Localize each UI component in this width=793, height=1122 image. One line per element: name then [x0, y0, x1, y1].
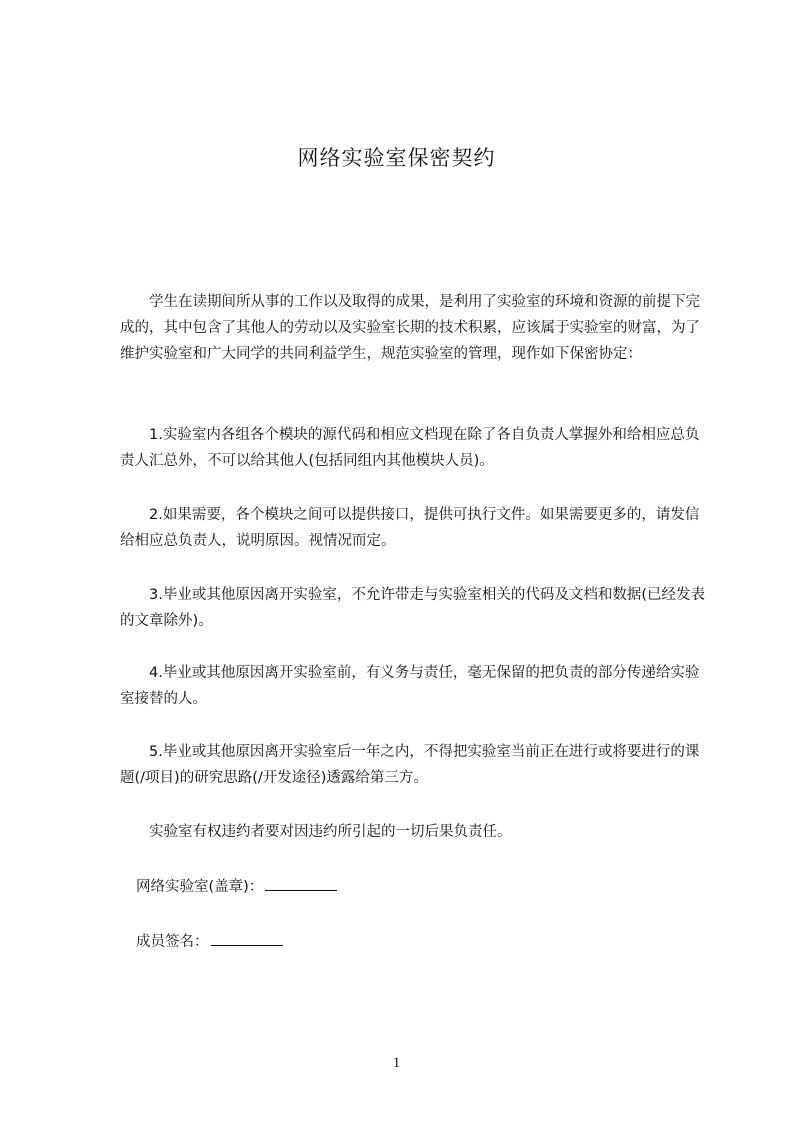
- member-signature-label: 成员签名：: [136, 934, 209, 950]
- lab-seal-line: [136, 874, 337, 900]
- clause-5: 5.毕业或其他原因离开实验室后一年之内，不得把实验室当前正在进行或将要进行的课题(/项目)的研究思路(/开发途径)透露给第三方。: [120, 744, 700, 786]
- member-signature-blank: [211, 931, 283, 946]
- lab-seal-blank: [265, 876, 337, 891]
- page-number: 1: [392, 1055, 401, 1071]
- document-title: 网络实验室保密契约: [297, 146, 496, 170]
- clause-3: 3.毕业或其他原因离开实验室，不允许带走与实验室相关的代码及文档和数据(已经发表的文章除外)。: [120, 587, 705, 629]
- member-signature-line: [136, 929, 283, 955]
- clause-1: 1.实验室内各组各个模块的源代码和相应文档现在除了各自负责人掌握外和给相应总负责人汇总外，不可以给其他人(包括同组内其他模块人员)。: [120, 427, 700, 469]
- intro-paragraph: 学生在读期间所从事的工作以及取得的成果，是利用了实验室的环境和资源的前提下完成的，其中包含了其他人的劳动以及实验室长期的技术积累，应该属于实验室的财富，为了维护实验室和广大同学的共同利益学生，规范实验室的管理，现作如下保密协定：: [120, 294, 700, 362]
- clause-4: 4.毕业或其他原因离开实验室前，有义务与责任，毫无保留的把负责的部分传递给实验室接替的人。: [120, 665, 700, 707]
- clause-2: 2.如果需要，各个模块之间可以提供接口，提供可执行文件。如果需要更多的，请发信给相应总负责人，说明原因。视情况而定。: [120, 507, 700, 549]
- liability-statement: 实验室有权违约者要对因违约所引起的一切后果负责任。: [149, 824, 512, 840]
- lab-seal-label: 网络实验室(盖章)：: [136, 879, 264, 895]
